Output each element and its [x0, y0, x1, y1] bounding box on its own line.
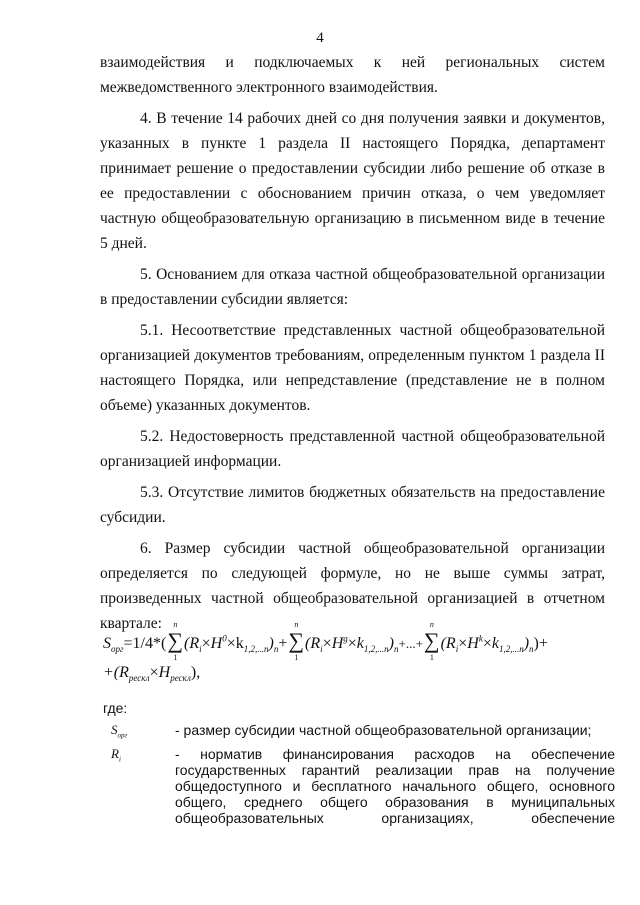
paragraph-continuation: взаимодействия и подключаемых к ней региональных систем межведомственного электронного взаимодействия.: [100, 54, 605, 96]
sum-symbol: ∑ n 1: [167, 620, 183, 662]
where-label: где:: [103, 700, 128, 716]
definition-text: - размер субсидии частной общеобразовательной организации;: [175, 722, 592, 738]
paragraph-5: 5. Основанием для отказа частной общеобразовательной организации в предоставлении субсидии является:: [100, 266, 605, 308]
definition-symbol: $S_{орг}$: [111, 722, 128, 740]
paragraph-4: 4. В течение 14 рабочих дней со дня получения заявки и документов, указанных в пункте 1 раздела II настоящего Порядка, департамент принимает решение о предоставлении субсидии либо решение об отказе в ее предоставлении с обоснованием причин отказа, о чем уведомляет частную общеобразовательную организацию в письменном виде в течение 5 дней.: [100, 110, 605, 252]
definition-symbol: $R_i$: [111, 746, 121, 764]
definition-row-r-i: [103, 746, 613, 836]
definition-text: - норматив финансирования расходов на обеспечение государственных гарантий реализации прав на получение общедоступного и бесплатного начального общего, основного общего, среднего общего образования в муниципальных общеобразовательных организациях, обеспечение: [175, 746, 615, 826]
sum-symbol: ∑ n 1: [423, 620, 440, 662]
paragraph-5-2: 5.2. Недостоверность представленной частной общеобразовательной организацией информации.: [100, 428, 605, 470]
paragraph-6: 6. Размер субсидии частной общеобразовательной организации определяется по следующей формуле, но не выше суммы затрат, произведенных частной общеобразовательной организацией в отчетном квартале:: [100, 540, 605, 632]
page-number: 4: [316, 30, 324, 46]
subsidy-formula: [103, 620, 613, 700]
definition-row-s-org: [103, 722, 613, 742]
formula-line-2: $+(R_{рескл}\times H_{рескл})$,: [103, 664, 201, 684]
sum-symbol: ∑ n 1: [288, 620, 305, 662]
formula-line-1: $S_{орг}=1/4*(\sum$ n 1 $(R_i\times H^0\times k_{1,2,...n})_n+\sum$ n 1 $(R_i\times H^g\times k_{1,2,...n})_n+...+\sum$ n 1 $(R_i\times H^k\times k_{1,2,...n})_n)+$: [103, 620, 548, 662]
paragraph-5-1: 5.1. Несоответствие представленных частной общеобразовательной организацией документов требованиям, определенным пунктом 1 раздела II настоящего Порядка, или непредставление (представление не в полном объеме) указанных документов.: [100, 322, 605, 414]
paragraph-5-3: 5.3. Отсутствие лимитов бюджетных обязательств на предоставление субсидии.: [100, 484, 605, 526]
document-body: [100, 50, 605, 640]
